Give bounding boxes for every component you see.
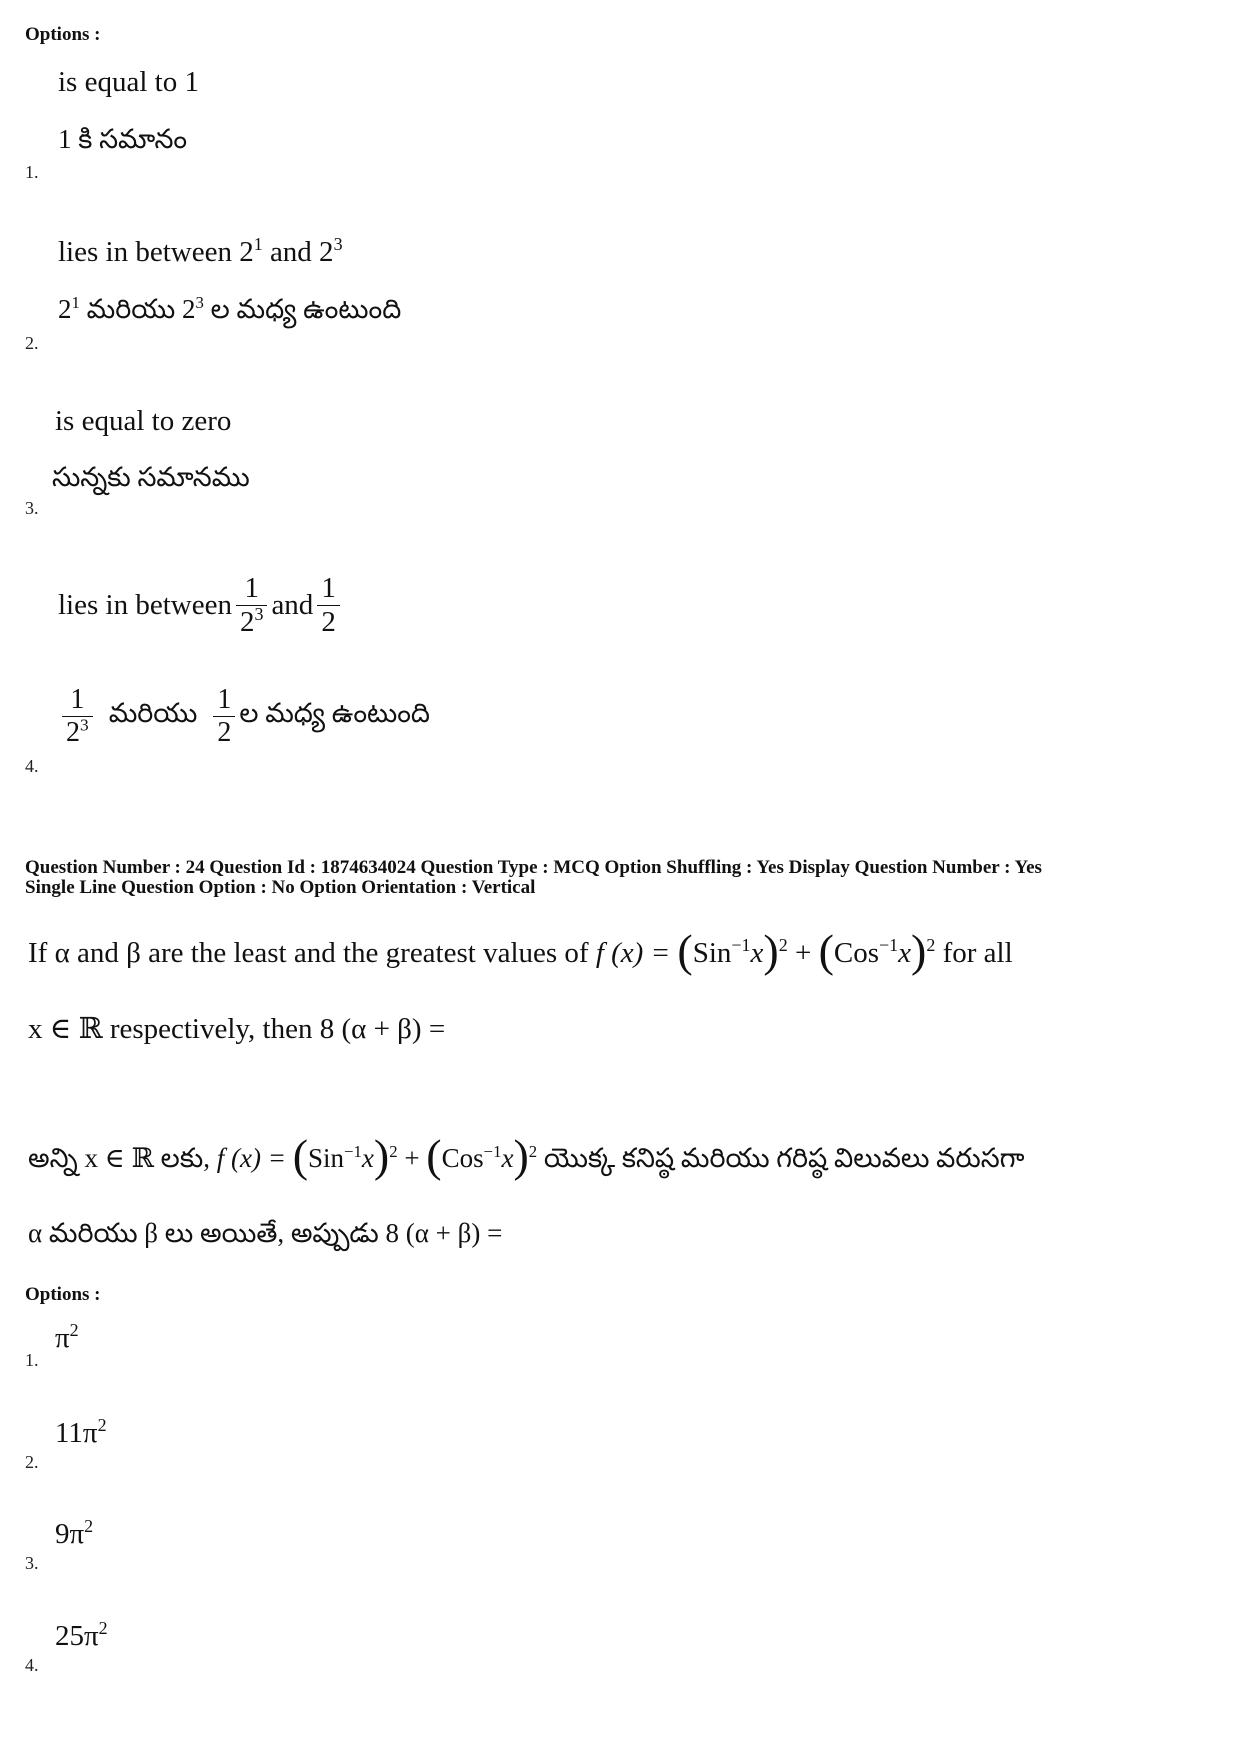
question-english-line-2: x ∈ ℝ respectively, then 8 (α + β) =: [28, 1013, 446, 1045]
options-label: Options :: [25, 24, 101, 45]
answer-option-4: $25\pi^2$: [55, 1618, 108, 1652]
option-4-english: lies in between $\frac{1}{2^3}$ and $\frac{1}{2}$: [58, 572, 344, 639]
answer-option-2: $11\pi^2$: [55, 1415, 107, 1449]
question-english-line-1: If α and β are the least and the greatest values of f $(x) = (Sin^{-1}x)^2 + (Cos^{-1}x)^2$ for all: [28, 925, 1013, 976]
question-meta-line-1: Question Number : 24 Question Id : 1874634024 Question Type : MCQ Option Shuffling : Yes Display Question Number : Yes: [25, 857, 1042, 878]
question-meta-line-2: Single Line Question Option : No Option Orientation : Vertical: [25, 877, 536, 898]
option-2-telugu: $2^1$ మరియు $2^3$ ల మధ్య ఉంటుంది: [58, 292, 402, 324]
answer-option-4-number: 4.: [25, 1655, 39, 1675]
fraction-1-over-2-cubed: $\frac{1}{2^3}$: [62, 684, 93, 749]
option-1-english: is equal to 1: [58, 66, 199, 98]
options-label: Options :: [25, 1284, 101, 1305]
option-2-english: lies in between $2^1$ and $2^3$: [58, 234, 343, 268]
option-3-number: 3.: [25, 498, 39, 518]
option-4-number: 4.: [25, 756, 39, 776]
answer-option-2-number: 2.: [25, 1452, 39, 1472]
answer-option-1: $\pi^2$: [55, 1320, 79, 1354]
option-3-telugu: సున్నకు సమానము: [52, 462, 250, 492]
answer-option-3: $9\pi^2$: [55, 1516, 94, 1550]
answer-option-3-number: 3.: [25, 1553, 39, 1573]
option-1-number: 1.: [25, 162, 39, 182]
option-2-number: 2.: [25, 333, 39, 353]
question-telugu-line-2: α మరియు β లు అయితే, అప్పుడు 8 (α + β) =: [28, 1218, 503, 1248]
question-meta: [25, 858, 1042, 898]
fraction-1-over-2: $\frac{1}{2}$: [317, 572, 340, 639]
fraction-1-over-2: $\frac{1}{2}$: [213, 684, 235, 749]
option-1-telugu: 1 కి సమానం: [58, 124, 188, 154]
option-3-english: is equal to zero: [55, 405, 232, 437]
answer-option-1-number: 1.: [25, 1350, 39, 1370]
option-4-telugu: $\frac{1}{2^3}$ మరియు $\frac{1}{2}$ ల మధ్య ఉంటుంది: [58, 684, 430, 749]
fraction-1-over-2-cubed: $\frac{1}{2^3}$: [236, 572, 267, 639]
question-telugu-line-1: అన్ని x ∈ ℝ లకు, f $(x) = (Sin^{-1}x)^2 + (Cos^{-1}x)^2$ యొక్క కనిష్ఠ మరియు గరిష్ఠ విలువలు వరుసగా: [28, 1130, 1025, 1181]
